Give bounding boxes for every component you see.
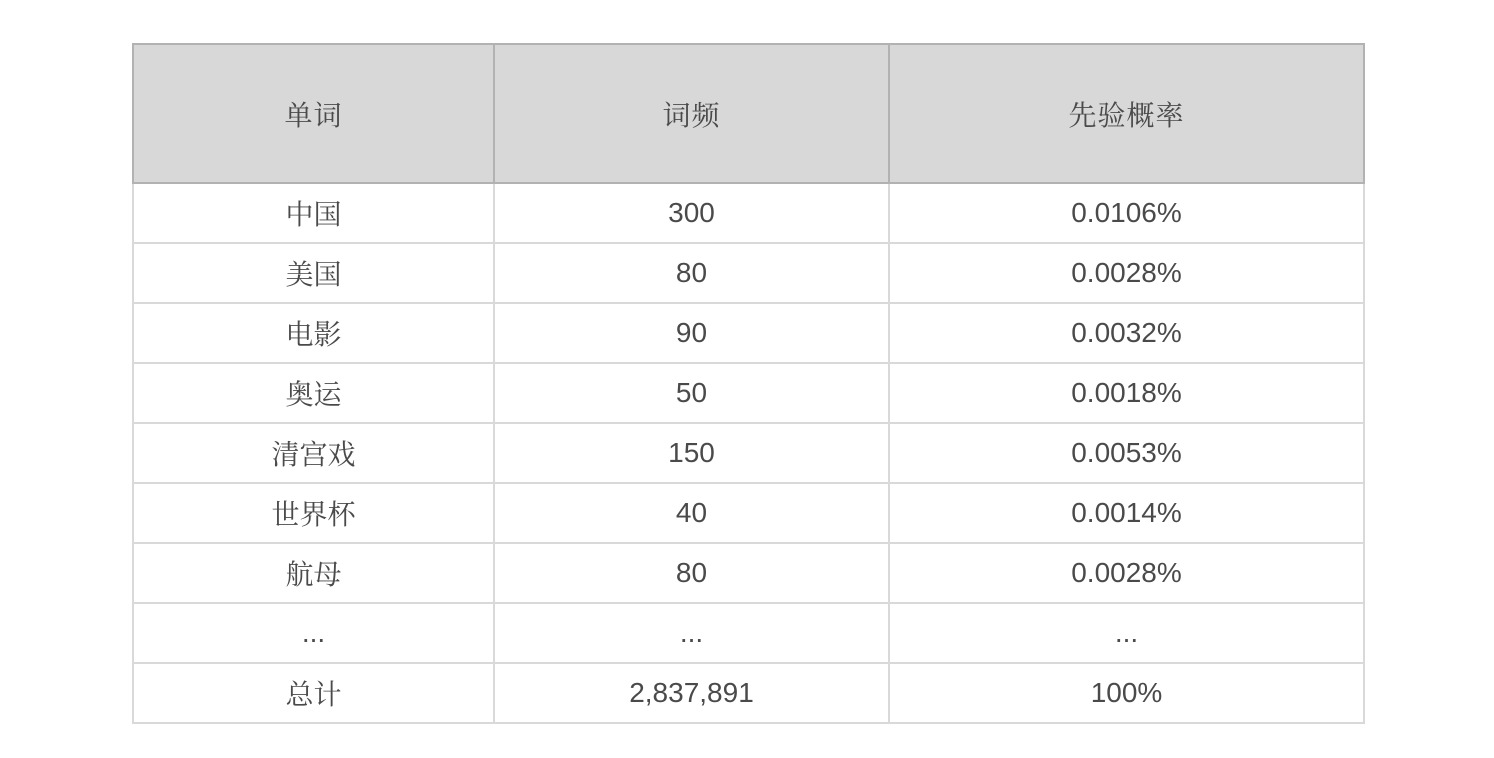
table-cell: 0.0018% xyxy=(889,363,1364,423)
table-cell: 40 xyxy=(494,483,889,543)
table-cell: 0.0014% xyxy=(889,483,1364,543)
header-cell-frequency: 词频 xyxy=(494,44,889,183)
table-cell: 中国 xyxy=(133,183,494,243)
header-cell-word: 单词 xyxy=(133,44,494,183)
table-cell: ... xyxy=(494,603,889,663)
table-cell: 0.0028% xyxy=(889,243,1364,303)
table-cell: ... xyxy=(889,603,1364,663)
table-row xyxy=(133,183,1364,243)
table-cell: ... xyxy=(133,603,494,663)
table-cell: 世界杯 xyxy=(133,483,494,543)
word-frequency-table xyxy=(132,43,1365,724)
table-body xyxy=(133,183,1364,723)
table-cell: 0.0053% xyxy=(889,423,1364,483)
table-cell: 2,837,891 xyxy=(494,663,889,723)
table-row xyxy=(133,243,1364,303)
table-cell: 清宫戏 xyxy=(133,423,494,483)
table-row xyxy=(133,663,1364,723)
table-cell: 80 xyxy=(494,243,889,303)
table-cell: 90 xyxy=(494,303,889,363)
header-cell-prior-probability: 先验概率 xyxy=(889,44,1364,183)
table-cell: 0.0028% xyxy=(889,543,1364,603)
table-row xyxy=(133,543,1364,603)
table-cell: 总计 xyxy=(133,663,494,723)
table-row xyxy=(133,603,1364,663)
table-cell: 电影 xyxy=(133,303,494,363)
table-cell: 80 xyxy=(494,543,889,603)
table-cell: 航母 xyxy=(133,543,494,603)
table-row xyxy=(133,303,1364,363)
table-row xyxy=(133,483,1364,543)
table-row xyxy=(133,423,1364,483)
table-cell: 100% xyxy=(889,663,1364,723)
table-cell: 150 xyxy=(494,423,889,483)
table-cell: 奥运 xyxy=(133,363,494,423)
table-cell: 50 xyxy=(494,363,889,423)
table-cell: 0.0032% xyxy=(889,303,1364,363)
table-cell: 美国 xyxy=(133,243,494,303)
table-row xyxy=(133,363,1364,423)
table-header xyxy=(133,44,1364,183)
header-row xyxy=(133,44,1364,183)
table-cell: 300 xyxy=(494,183,889,243)
table-cell: 0.0106% xyxy=(889,183,1364,243)
